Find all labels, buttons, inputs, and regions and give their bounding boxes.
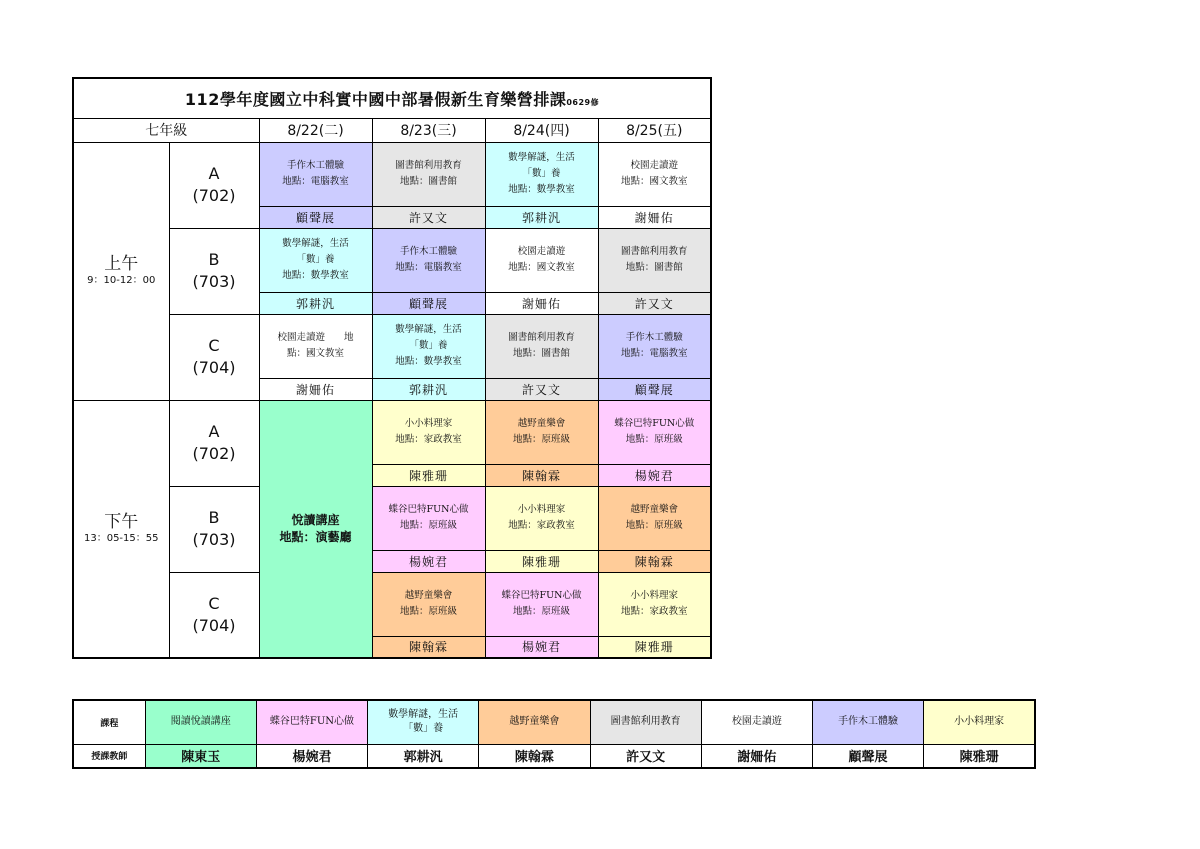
teacher-cell: 陳翰霖	[598, 550, 711, 572]
legend-teacher: 顧聲展	[812, 744, 923, 768]
activity-location: 地點：數學教室	[508, 184, 575, 195]
activity-location: 地點：家政教室	[621, 606, 688, 617]
activity-name: 數學解謎，生活	[282, 238, 349, 249]
course-name: 越野童樂會	[509, 716, 560, 728]
teacher-cell: 郭耕汎	[259, 292, 372, 314]
activity-location: 地點：原班級	[399, 520, 457, 531]
course-name: 小小料理家	[954, 716, 1005, 728]
legend-course	[479, 700, 590, 744]
course-name: 蝶谷巴特FUN心做	[269, 716, 355, 728]
teacher-cell: 陳雅珊	[372, 464, 485, 486]
class-a-morning	[169, 142, 259, 228]
course-name: 手作木工體驗	[838, 716, 899, 728]
activity-name: 圖書館利用教育	[508, 332, 575, 343]
class-c-morning	[169, 314, 259, 400]
activity-name: 蝶谷巴特FUN心做	[614, 418, 695, 429]
teacher-cell: 謝姍佑	[598, 206, 711, 228]
activity-name: 越野童樂會	[630, 504, 679, 515]
activity-cell	[372, 314, 485, 378]
course-name-line2: 「數」養	[403, 723, 444, 735]
activity-name: 小小料理家	[404, 418, 453, 429]
legend-teacher: 陳東玉	[145, 744, 256, 768]
revision-note: 0629修	[566, 97, 600, 107]
afternoon-period	[73, 400, 169, 658]
legend-teacher: 謝姍佑	[701, 744, 812, 768]
class-b-morning	[169, 228, 259, 314]
legend-course	[590, 700, 701, 744]
page-title	[73, 78, 711, 118]
date-header: 8/22(二)	[259, 118, 372, 142]
activity-cell	[485, 314, 598, 378]
teacher-cell: 謝姍佑	[485, 292, 598, 314]
activity-location: 地點：圖書館	[512, 348, 570, 359]
teacher-cell: 陳雅珊	[598, 636, 711, 658]
course-name: 數學解謎，生活	[388, 709, 459, 721]
activity-location: 地點：原班級	[625, 520, 683, 531]
activity-name: 圖書館利用教育	[621, 246, 688, 257]
class-room: (702)	[192, 186, 236, 205]
date-header: 8/24(四)	[485, 118, 598, 142]
class-room: (704)	[192, 615, 236, 635]
teacher-cell: 許又文	[372, 206, 485, 228]
class-name: B	[208, 250, 220, 269]
activity-name: 小小料理家	[630, 590, 679, 601]
activity-cell	[485, 572, 598, 636]
activity-name-line2: 「數」養	[522, 168, 561, 179]
activity-location: 地點：電腦教室	[395, 262, 462, 273]
activity-cell	[485, 142, 598, 206]
activity-name: 手作木工體驗	[286, 160, 344, 171]
activity-cell	[372, 142, 485, 206]
period-label: 下午	[104, 511, 139, 532]
activity-name: 越野童樂會	[517, 418, 566, 429]
activity-cell	[485, 400, 598, 464]
class-room: (702)	[192, 444, 236, 463]
reading-lecture-cell	[259, 400, 372, 658]
legend-table	[72, 699, 1036, 769]
activity-cell	[372, 486, 485, 550]
activity-name: 校園走讀遊	[517, 246, 566, 257]
activity-name: 圖書館利用教育	[395, 160, 462, 171]
activity-location: 地點：原班級	[399, 606, 457, 617]
activity-name: 悅讀講座	[291, 512, 340, 527]
activity-name: 校園走讀遊	[630, 160, 679, 171]
teacher-cell: 陳雅珊	[485, 550, 598, 572]
legend-teacher: 許又文	[590, 744, 701, 768]
activity-name: 蝶谷巴特FUN心做	[501, 590, 582, 601]
morning-period	[73, 142, 169, 400]
class-name: C	[208, 593, 220, 613]
legend-teacher: 陳翰霖	[479, 744, 590, 768]
activity-cell	[598, 314, 711, 378]
teacher-cell: 顧聲展	[598, 378, 711, 400]
teacher-cell: 陳翰霖	[372, 636, 485, 658]
schedule-table	[72, 77, 712, 659]
grade-header: 七年級	[73, 118, 259, 142]
activity-location: 地點：數學教室	[395, 356, 462, 367]
activity-cell	[598, 486, 711, 550]
date-header: 8/23(三)	[372, 118, 485, 142]
teacher-cell: 許又文	[485, 378, 598, 400]
activity-location: 地點：家政教室	[508, 520, 575, 531]
class-name: A	[208, 164, 220, 183]
legend-course	[368, 700, 479, 744]
activity-location: 地點：家政教室	[395, 434, 462, 445]
activity-location: 地點：圖書館	[625, 262, 683, 273]
activity-name-line2: 「數」養	[409, 340, 448, 351]
activity-cell	[598, 572, 711, 636]
activity-name: 數學解謎，生活	[508, 152, 575, 163]
teacher-cell: 楊婉君	[485, 636, 598, 658]
activity-name: 手作木工體驗	[625, 332, 683, 343]
activity-location: 地點：數學教室	[282, 270, 349, 281]
activity-cell	[259, 142, 372, 206]
activity-location: 地點：國文教室	[621, 176, 688, 187]
class-b-afternoon	[169, 486, 259, 572]
legend-course	[701, 700, 812, 744]
teacher-cell: 顧聲展	[259, 206, 372, 228]
class-name: A	[208, 422, 220, 441]
teacher-cell: 楊婉君	[372, 550, 485, 572]
legend-course	[256, 700, 367, 744]
activity-cell	[259, 314, 372, 378]
activity-cell	[485, 228, 598, 292]
period-time: 9：10-12：00	[87, 275, 156, 286]
class-name: B	[208, 508, 220, 527]
class-a-afternoon	[169, 400, 259, 486]
activity-location: 地點：電腦教室	[621, 348, 688, 359]
activity-cell	[598, 400, 711, 464]
activity-location: 點：國文教室	[286, 348, 344, 359]
class-c-afternoon	[169, 572, 259, 658]
legend-teacher: 陳雅珊	[924, 744, 1035, 768]
activity-name: 越野童樂會	[404, 590, 453, 601]
activity-cell	[598, 142, 711, 206]
activity-cell	[598, 228, 711, 292]
activity-name-line2: 「數」養	[296, 254, 335, 265]
activity-name: 數學解謎，生活	[395, 324, 462, 335]
activity-location: 地點：原班級	[625, 434, 683, 445]
activity-cell	[259, 228, 372, 292]
activity-location: 地點：原班級	[512, 606, 570, 617]
teacher-cell: 顧聲展	[372, 292, 485, 314]
activity-location: 地點：電腦教室	[282, 176, 349, 187]
activity-cell	[372, 400, 485, 464]
title-text: 112學年度國立中科實中國中部暑假新生育樂營排課	[184, 89, 567, 109]
class-room: (704)	[192, 358, 236, 377]
legend-course	[924, 700, 1035, 744]
activity-cell	[372, 572, 485, 636]
legend-course-label: 課程	[73, 700, 145, 744]
legend-course	[812, 700, 923, 744]
activity-location: 地點：圖書館	[399, 176, 457, 187]
course-name: 校園走讀遊	[731, 716, 782, 728]
teacher-cell: 郭耕汎	[372, 378, 485, 400]
period-label: 上午	[104, 254, 139, 274]
legend-teacher: 楊婉君	[256, 744, 367, 768]
teacher-cell: 楊婉君	[598, 464, 711, 486]
period-time: 13：05-15：55	[83, 532, 159, 544]
teacher-cell: 謝姍佑	[259, 378, 372, 400]
teacher-cell: 郭耕汎	[485, 206, 598, 228]
class-room: (703)	[192, 272, 236, 291]
activity-location: 地點：原班級	[512, 434, 570, 445]
teacher-cell: 陳翰霖	[485, 464, 598, 486]
class-room: (703)	[192, 530, 236, 549]
activity-name: 手作木工體驗	[399, 246, 457, 257]
activity-cell	[372, 228, 485, 292]
legend-teacher: 郭耕汎	[368, 744, 479, 768]
date-header: 8/25(五)	[598, 118, 711, 142]
teacher-cell: 許又文	[598, 292, 711, 314]
course-name: 圖書館利用教育	[610, 716, 681, 728]
activity-location: 地點：國文教室	[508, 262, 575, 273]
activity-cell	[485, 486, 598, 550]
legend-teacher-label: 授課教師	[73, 744, 145, 768]
course-name: 閱讀悅讀講座	[170, 716, 231, 728]
class-name: C	[208, 336, 220, 355]
activity-name: 小小料理家	[517, 504, 566, 515]
activity-location: 地點：演藝廳	[279, 529, 352, 544]
activity-name: 蝶谷巴特FUN心做	[388, 504, 469, 515]
activity-name: 校園走讀遊 地	[277, 332, 354, 343]
legend-course	[145, 700, 256, 744]
